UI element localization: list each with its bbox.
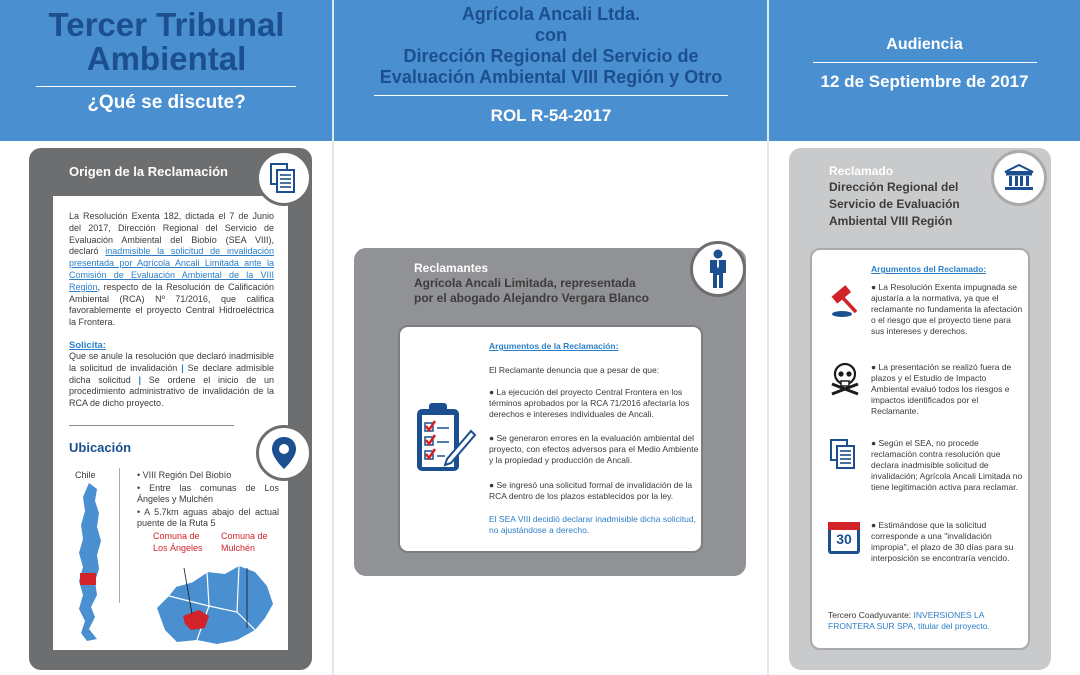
question-heading: ¿Qué se discute? (87, 92, 246, 113)
origen-highlight: inadmisible la solicitud de invalidación presentada por Agrícola Ancali Limitada ante la Comisión de Evaluación Ambiental de la VIII Región (69, 246, 274, 292)
header-middle (334, 0, 768, 141)
calendar-number: 30 (836, 531, 852, 547)
reclamantes-name-line2: por el abogado Alejandro Vergara Blanco (414, 291, 649, 305)
skull-crossbones-icon (828, 362, 862, 396)
region-map (147, 556, 282, 648)
reclamado-argument: ● Según el SEA, no procede reclamación contra resolución que declara inadmisible solicitud de invalidación; Agrícola Ancali Limitada no tiene legitimación activa para reclamar. (871, 438, 1023, 492)
solicita-text: Que se anule la resolución que declaró inadmisible la solicitud de invalidación | Se declare admisible dicha solicitud | Se ordene el inicio de un procedimiento administrativo de invalidación de la RCA de dicho proyecto. (69, 351, 274, 409)
argument-item: ● Se ingresó una solicitud formal de invalidación de la RCA dentro de los plazos establecidos por la ley. (489, 480, 693, 501)
argument-item: ● Se generaron errores en la evaluación ambiental del proyecto, con efectos adversos para el Medio Ambiente y la propiedad y producción de Ancali. (489, 433, 699, 465)
argument-conclusion: El SEA VIII decidió declarar inadmisible dicha solicitud, no ajustándose a derecho. (489, 514, 696, 535)
rol-number: ROL R-54-2017 (490, 106, 612, 125)
person-icon (690, 241, 746, 297)
tribunal-title-line1: Tercer Tribunal (48, 6, 285, 43)
institution-icon (991, 150, 1047, 206)
arguments-intro: El Reclamante denuncia que a pesar de que: (489, 365, 660, 375)
audiencia-date: 12 de Septiembre de 2017 (820, 72, 1029, 91)
biobio-highlight (80, 573, 96, 585)
reclamado-name-line3: Ambiental VIII Región (829, 214, 953, 228)
tercero-coadyuvante: Tercero Coadyuvante: INVERSIONES LA FRONTERA SUR SPA, titular del proyecto. (828, 610, 990, 631)
reclamado-label: Reclamado (829, 164, 894, 178)
ubicacion-item: • A 5.7km aguas abajo del actual puente de la Ruta 5 (137, 506, 280, 528)
party2-line2: Evaluación Ambiental VIII Región y Otro (379, 67, 723, 87)
divider (813, 62, 1037, 63)
gavel-icon (828, 284, 862, 318)
argument-item: ● La ejecución del proyecto Central Frontera en los términos aprobados por la RCA 71/2016 afectaría los derechos e intereses individuales de Ancali. (489, 387, 690, 419)
origen-title: Origen de la Reclamación (69, 164, 228, 179)
header-right (769, 0, 1080, 141)
divider (374, 95, 728, 96)
calendar-header (828, 522, 860, 530)
comuna-los-angeles-label: Comuna de Los Ángeles (153, 531, 203, 553)
reclamado-argument: ● La Resolución Exenta impugnada se ajustaría a la normativa, ya que el reclamante no fundamenta la afectación o el riesgo que el proyecto tiene para sus intereses y derechos. (871, 282, 1023, 336)
divider (119, 468, 120, 603)
reclamado-card (789, 148, 1051, 670)
checklist-icon (413, 401, 477, 475)
arguments-title: Argumentos de la Reclamación: (489, 341, 619, 351)
reclamado-argument: ● La presentación se realizó fuera de plazos y el Estudio de Impacto Ambiental evaluó todos los riesgos e impactos identificados por el Reclamante. (871, 362, 1012, 416)
documents-icon (828, 438, 862, 472)
comuna-mulchen-label: Comuna de Mulchén (221, 531, 268, 553)
con-label: con (534, 25, 567, 45)
ubicacion-item: • VIII Región Del Biobío (137, 470, 232, 480)
audiencia-label: Audiencia (886, 36, 963, 53)
ubicacion-title: Ubicación (69, 440, 132, 455)
documents-icon (256, 150, 312, 206)
region-shape (157, 566, 273, 644)
reclamado-name-line1: Dirección Regional del (829, 180, 959, 194)
tribunal-title-line2: Ambiental (86, 40, 247, 77)
chile-shape (79, 483, 101, 641)
origen-text: La Resolución Exenta 182, dictada el 7 de Junio del 2017, Dirección Regional del Servicio de Evaluación Ambiental del Biobío (SEA VIII), declaró inadmisible la solicitud de invalidación presentada por Agrícola Ancali Limitada ante la Comisión de Evaluación Ambiental de la VIII Región, respecto de la Resolución de Calificación Ambiental (RCA) Nº 71/2016, que califica favorablemente el proyecto Central Hidroeléctrica la Frontera. (69, 211, 274, 328)
ubicacion-item: • Entre las comunas de Los Ángeles y Mulchén (137, 482, 279, 504)
header-left (0, 0, 333, 141)
divider (69, 425, 234, 426)
reclamado-name-line2: Servicio de Evaluación (829, 197, 960, 211)
party1: Agrícola Ancali Ltda. (461, 4, 641, 24)
reclamantes-card (354, 248, 746, 576)
reclamado-argument: ● Estimándose que la solicitud corresponde a una "invalidación impropia", el plazo de 30 días para su interposición se encontraría vencido. (871, 520, 1014, 563)
party2-line1: Dirección Regional del Servicio de (403, 46, 699, 66)
reclamantes-name-line1: Agrícola Ancali Limitada, representada (414, 276, 636, 290)
calendar-30-icon (828, 522, 860, 554)
arguments-title: Argumentos del Reclamado: (871, 264, 987, 274)
origen-card (29, 148, 312, 670)
reclamado-panel (810, 248, 1030, 650)
ubicacion-list (137, 470, 279, 530)
country-label: Chile (75, 470, 96, 480)
chile-map (69, 483, 119, 643)
reclamantes-panel (398, 325, 703, 553)
divider (36, 86, 296, 87)
location-pin-icon (256, 425, 312, 481)
solicita-label: Solicita: (69, 340, 106, 351)
reclamantes-label: Reclamantes (414, 261, 489, 275)
